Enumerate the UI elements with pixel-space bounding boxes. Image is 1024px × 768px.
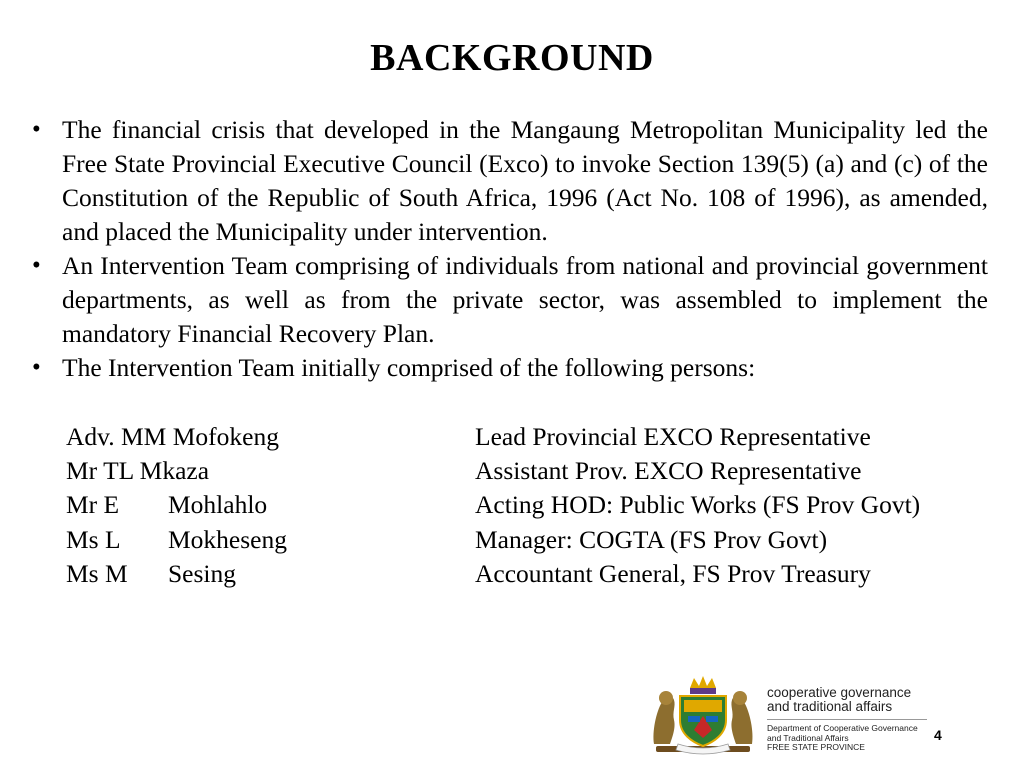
member-surname: Sesing (168, 558, 237, 588)
member-role: Accountant General, FS Prov Treasury (475, 558, 871, 588)
bullet-item (30, 351, 988, 385)
bullet-icon: • (32, 116, 41, 143)
org-subtitle-line: Department of Cooperative Governance (767, 723, 918, 733)
member-name: Ms M (66, 558, 128, 588)
bullet-item (30, 249, 988, 351)
team-member-row (66, 523, 986, 557)
team-member-row (66, 488, 986, 522)
member-name: Mr E (66, 490, 120, 520)
bullet-item (30, 113, 988, 249)
team-member-row (66, 454, 986, 488)
member-role: Lead Provincial EXCO Representative (475, 422, 871, 451)
bullet-text: An Intervention Team comprising of individuals from national and provincial government departments, as well as from the private sector, was assembled to implement the mandatory Financial Recovery Plan. (62, 251, 988, 348)
member-name: Adv. MM Mofokeng (66, 422, 279, 451)
bullet-icon: • (32, 252, 41, 279)
org-subtitle-line: FREE STATE PROVINCE (767, 742, 865, 753)
team-list (66, 420, 986, 591)
member-role: Assistant Prov. EXCO Representative (475, 456, 862, 486)
slide-title: BACKGROUND (370, 37, 654, 79)
org-subtitle-line: and Traditional Affairs (767, 732, 849, 743)
member-role: Manager: COGTA (FS Prov Govt) (475, 524, 828, 554)
member-name: Mr TL Mkaza (66, 456, 210, 486)
bullet-text: The Intervention Team initially comprised of the following persons: (62, 353, 756, 382)
team-member-row (66, 420, 986, 454)
divider (767, 719, 927, 720)
member-name: Ms L (66, 524, 121, 554)
member-surname: Mokheseng (168, 524, 287, 554)
bullet-icon: • (32, 354, 41, 381)
org-name-line: and traditional affairs (767, 699, 893, 714)
bullet-text: The financial crisis that developed in the Mangaung Metropolitan Municipality led the Free State Provincial Executive Council (Exco) to invoke Section 139(5) (a) and (c) of the Constitution of the Republic of South Africa, 1996 (Act No. 108 of 1996), as amended, and placed the Municipality under intervention. (62, 115, 988, 246)
department-logo-text (767, 686, 927, 753)
member-role: Acting HOD: Public Works (FS Prov Govt) (475, 490, 921, 520)
bullet-list (30, 113, 988, 385)
member-surname: Mohlahlo (168, 490, 268, 520)
org-name-line: cooperative governance (767, 685, 912, 700)
page-number: 4 (934, 727, 942, 743)
coat-of-arms-icon (648, 672, 758, 758)
team-member-row (66, 557, 986, 591)
